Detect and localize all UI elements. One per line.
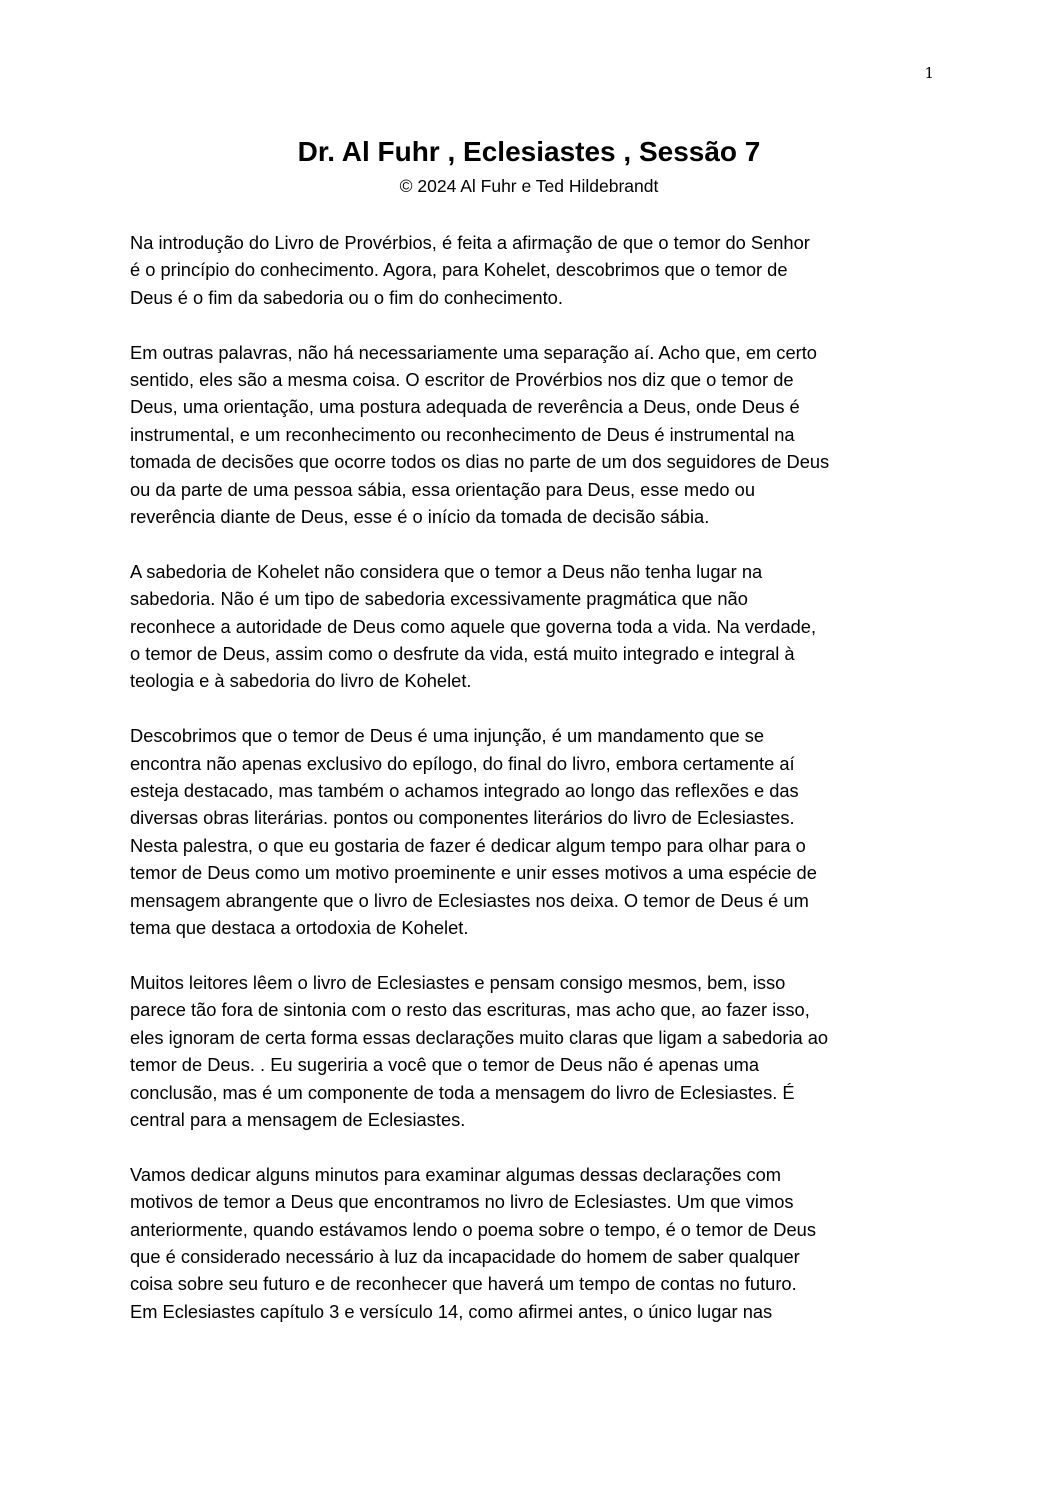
text-line: temor de Deus como um motivo proeminente e unir esses motivos a uma espécie de — [130, 862, 817, 884]
paragraph — [130, 229, 942, 311]
paragraph — [130, 558, 942, 695]
text-line: instrumental, e um reconhecimento ou reconhecimento de Deus é instrumental na — [130, 423, 795, 445]
text-line: mensagem abrangente que o livro de Eclesiastes nos deixa. O temor de Deus é um — [130, 889, 809, 911]
text-line: Nesta palestra, o que eu gostaria de fazer é dedicar algum tempo para olhar para o — [130, 834, 806, 856]
page-number: 1 — [924, 64, 934, 82]
text-line: Deus, uma orientação, uma postura adequada de reverência a Deus, onde Deus é — [130, 396, 800, 418]
paragraph — [130, 969, 942, 1133]
text-line: tema que destaca a ortodoxia de Kohelet. — [130, 917, 469, 939]
text-line: sabedoria. Não é um tipo de sabedoria excessivamente pragmática que não — [130, 588, 748, 610]
text-line: encontra não apenas exclusivo do epílogo, do final do livro, embora certamente aí — [130, 752, 795, 774]
text-line: que é considerado necessário à luz da incapacidade do homem de saber qualquer — [130, 1245, 800, 1267]
text-line: Descobrimos que o temor de Deus é uma injunção, é um mandamento que se — [130, 725, 765, 747]
text-line: Muitos leitores lêem o livro de Eclesiastes e pensam consigo mesmos, bem, isso — [130, 971, 786, 993]
document-title: Dr. Al Fuhr , Eclesiastes , Sessão 7 — [297, 136, 761, 167]
text-line: central para a mensagem de Eclesiastes. — [130, 1108, 466, 1130]
paragraph — [130, 722, 942, 941]
text-line: reconhece a autoridade de Deus como aquele que governa toda a vida. Na verdade, — [130, 615, 817, 637]
text-line: reverência diante de Deus, esse é o início da tomada de decisão sábia. — [130, 506, 710, 528]
text-line: teologia e à sabedoria do livro de Kohelet. — [130, 670, 472, 692]
paragraph — [130, 339, 942, 531]
text-line: Deus é o fim da sabedoria ou o fim do conhecimento. — [130, 286, 563, 308]
text-line: o temor de Deus, assim como o desfrute da vida, está muito integrado e integral à — [130, 643, 795, 665]
text-line: coisa sobre seu futuro e de reconhecer que haverá um tempo de contas no futuro. — [130, 1273, 797, 1295]
document-body — [130, 229, 942, 1353]
text-line: ou da parte de uma pessoa sábia, essa orientação para Deus, esse medo ou — [130, 478, 756, 500]
text-line: motivos de temor a Deus que encontramos no livro de Eclesiastes. Um que vimos — [130, 1191, 794, 1213]
text-line: é o princípio do conhecimento. Agora, para Kohelet, descobrimos que o temor de — [130, 259, 788, 281]
document-header — [0, 133, 1058, 199]
text-line: conclusão, mas é um componente de toda a mensagem do livro de Eclesiastes. É — [130, 1081, 795, 1103]
text-line: Em outras palavras, não há necessariamente uma separação aí. Acho que, em certo — [130, 341, 817, 363]
text-line: A sabedoria de Kohelet não considera que o temor a Deus não tenha lugar na — [130, 560, 763, 582]
text-line: eles ignoram de certa forma essas declarações muito claras que ligam a sabedoria ao — [130, 1026, 829, 1048]
text-line: Em Eclesiastes capítulo 3 e versículo 14, como afirmei antes, o único lugar nas — [130, 1300, 773, 1322]
text-line: Vamos dedicar alguns minutos para examinar algumas dessas declarações com — [130, 1163, 782, 1185]
text-line: anteriormente, quando estávamos lendo o poema sobre o tempo, é o temor de Deus — [130, 1218, 816, 1240]
text-line: temor de Deus. . Eu sugeriria a você que o temor de Deus não é apenas uma — [130, 1054, 760, 1076]
text-line: Na introdução do Livro de Provérbios, é feita a afirmação de que o temor do Senhor — [130, 232, 810, 253]
copyright-line: © 2024 Al Fuhr e Ted Hildebrandt — [399, 176, 659, 196]
text-line: parece tão fora de sintonia com o resto das escrituras, mas acho que, ao fazer isso, — [130, 999, 810, 1021]
text-line: tomada de decisões que ocorre todos os dias no parte de um dos seguidores de Deus — [130, 451, 830, 473]
paragraph — [130, 1161, 942, 1325]
text-line: sentido, eles são a mesma coisa. O escritor de Provérbios nos diz que o temor de — [130, 369, 794, 391]
text-line: diversas obras literárias. pontos ou componentes literários do livro de Eclesiastes. — [130, 807, 795, 829]
text-line: esteja destacado, mas também o achamos integrado ao longo das reflexões e das — [130, 780, 799, 802]
